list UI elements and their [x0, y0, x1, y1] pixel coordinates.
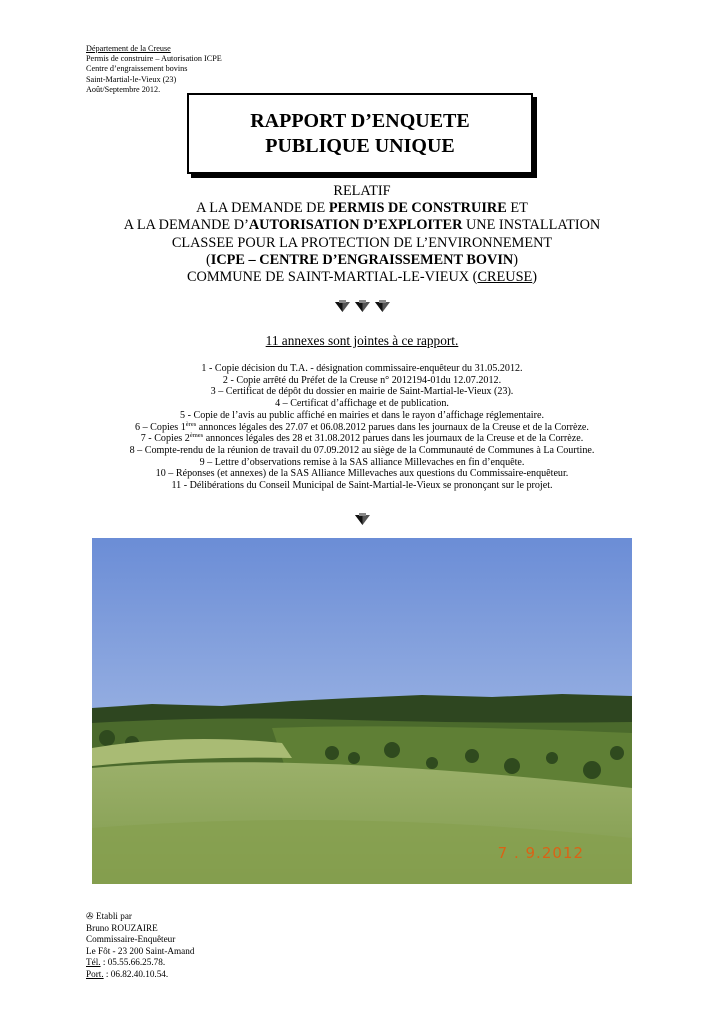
footer-phone-label: Tél. [86, 957, 101, 968]
subtitle-line5 [0, 252, 724, 269]
footer-mobile-label: Port. [86, 968, 104, 979]
arrow-down-icon [355, 513, 370, 525]
photo-date-stamp: 7 . 9.2012 [497, 844, 584, 862]
landscape-illustration [92, 538, 632, 884]
subtitle-line4: CLASSEE POUR LA PROTECTION DE L’ENVIRONNEMENT [171, 234, 553, 251]
globe-icon: ✇ [86, 911, 94, 921]
annex-item-text: 7 - Copies 2 [140, 433, 190, 445]
subtitle-line2 [0, 200, 724, 217]
subtitle-line6 [0, 269, 724, 286]
footer-mobile-value: : 06.82.40.10.54. [103, 968, 169, 979]
document-header [86, 44, 222, 95]
annex-item: 2 - Copie arrêté du Préfet de la Creuse n° 2012194-01du 12.07.2012. [222, 374, 502, 386]
subtitle-text: COMMUNE DE SAINT-MARTIAL-LE-VIEUX ( [186, 269, 478, 286]
report-subtitle [0, 183, 724, 286]
header-centre: Centre d’engraissement bovins [86, 64, 188, 74]
annex-item: 8 – Compte-rendu de la réunion de travail du 07.09.2012 au siège de la Communauté de Communes à La Courtine. [129, 444, 595, 456]
annex-item-superscript: ères [185, 420, 197, 428]
arrow-down-icon [355, 300, 370, 312]
annex-item: 9 – Lettre d’observations remise à la SAS alliance Millevaches en fin d’enquête. [199, 456, 525, 468]
subtitle-line3 [0, 217, 724, 234]
footer-author-name: Bruno ROUZAIRE [86, 922, 158, 933]
annex-item-text: annonces légales des 27.07 et 06.08.2012 parues dans les journaux de la Creuse et de la Corrèze. [196, 421, 589, 433]
header-date: Août/Septembre 2012. [86, 84, 161, 94]
decorative-arrows [0, 300, 724, 312]
arrow-down-icon [335, 300, 350, 312]
annex-item: 5 - Copie de l’avis au public affiché en mairies et dans le rayon d’affichage réglementaire. [180, 409, 544, 421]
annexes-title [0, 333, 724, 349]
footer-author-role: Commissaire-Enquêteur [86, 934, 176, 945]
footer-phone [86, 957, 194, 969]
header-permit: Permis de construire – Autorisation ICPE [86, 54, 222, 64]
annex-item: 10 – Réponses (et annexes) de la SAS Alliance Millevaches aux questions du Commissaire-enquêteur. [155, 468, 569, 480]
footer-address: Le Fôt - 23 200 Saint-Amand [86, 945, 195, 956]
annexes-title-text: 11 annexes sont jointes à ce rapport [265, 333, 455, 348]
subtitle-icpe-bold: ICPE – CENTRE D’ENGRAISSEMENT BOVIN [210, 251, 514, 268]
report-title-box [187, 93, 533, 174]
subtitle-text: ) [513, 251, 518, 268]
annex-item-superscript: èmes [189, 432, 204, 440]
annex-item-text: annonces légales des 28 et 31.08.2012 parues dans les journaux de la Creuse et de la Corrèze. [203, 433, 584, 445]
footer-mobile [86, 969, 194, 981]
annex-item [0, 422, 724, 434]
header-commune: Saint-Martial-le-Vieux (23) [86, 74, 177, 84]
footer-established-by [86, 911, 194, 923]
subtitle-text: ) [532, 269, 538, 286]
subtitle-authorization-bold: AUTORISATION D’EXPLOITER [248, 217, 463, 234]
subtitle-text: ( [206, 251, 211, 268]
annex-item: 11 - Délibérations du Conseil Municipal de Saint-Martial-le-Vieux se prononçant sur le projet. [171, 480, 553, 492]
annex-item-text: 6 – Copies 1 [135, 421, 186, 433]
subtitle-relatif: RELATIF [333, 183, 391, 199]
header-department: Département de la Creuse [86, 44, 171, 53]
subtitle-text: A LA DEMANDE DE [196, 200, 329, 217]
annexes-list [0, 363, 724, 492]
subtitle-creuse-underlined: CREUSE [477, 269, 533, 286]
annexes-title-period: . [454, 333, 459, 348]
report-title-line2: PUBLIQUE UNIQUE [265, 134, 455, 157]
footer-established-text: Etabli par [96, 911, 132, 921]
subtitle-text: A LA DEMANDE D’ [123, 217, 249, 234]
author-footer [86, 911, 194, 981]
annex-item [0, 433, 724, 445]
subtitle-permit-bold: PERMIS DE CONSTRUIRE [328, 200, 507, 217]
subtitle-text: UNE INSTALLATION [462, 217, 601, 234]
annex-item: 1 - Copie décision du T.A. - désignation commissaire-enquêteur du 31.05.2012. [201, 363, 523, 374]
annex-item: 3 – Certificat de dépôt du dossier en mairie de Saint-Martial-le-Vieux (23). [210, 386, 514, 398]
annex-item: 4 – Certificat d’affichage et de publication. [275, 398, 449, 410]
landscape-photo [92, 538, 632, 884]
footer-phone-value: : 05.55.66.25.78. [100, 957, 166, 968]
report-title-line1: RAPPORT D’ENQUETE [250, 109, 470, 132]
subtitle-text: ET [506, 200, 528, 217]
arrow-down-icon [375, 300, 390, 312]
